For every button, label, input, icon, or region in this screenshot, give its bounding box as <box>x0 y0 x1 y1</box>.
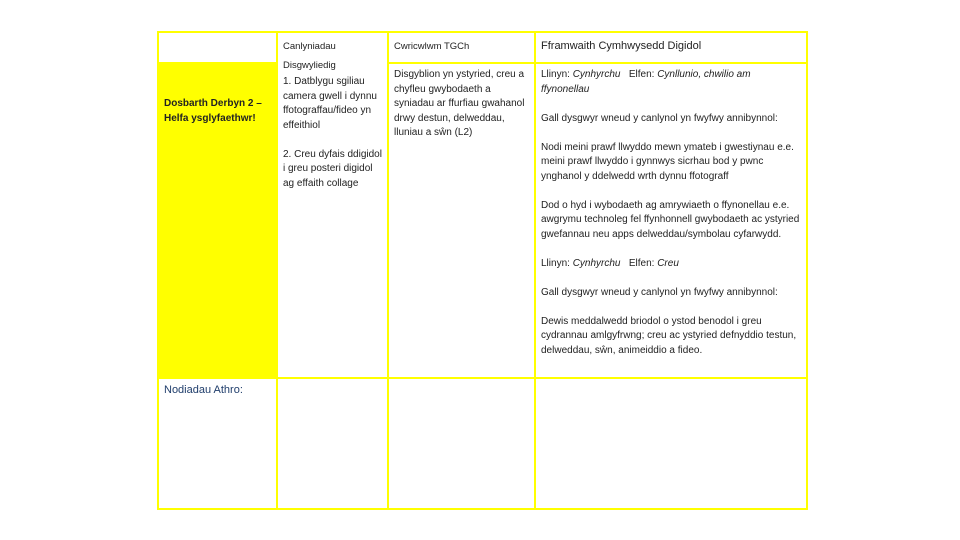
element-1-label: Elfen: <box>628 69 655 80</box>
strand-2-value: Cynhyrchu <box>572 257 621 269</box>
notes-empty-cell-3 <box>388 378 535 509</box>
class-title-line-2: Helfa ysglyfaethwr! <box>164 112 256 124</box>
framework-header-cell <box>535 32 807 63</box>
framework-intro-2: Gall dysgwyr wneud y canlynol yn fwyfwy annibynnol: <box>541 286 778 298</box>
class-title <box>164 97 271 126</box>
curriculum-text: Disgyblion yn ystyried, creu a chyfleu gwybodaeth a syniadau ar ffurfiau gwahanol drwy destun, delweddau, lluniau a sŵn (L2) <box>394 69 525 138</box>
strand-1 <box>541 68 801 97</box>
notes-empty-cell-2 <box>277 378 388 509</box>
teacher-notes-cell <box>158 378 277 509</box>
header-row <box>158 32 807 63</box>
curriculum-title: Cwricwlwm TGCh <box>394 41 470 52</box>
outcomes-title: Canlyniadau <box>283 41 336 52</box>
framework-intro-1: Gall dysgwyr wneud y canlynol yn fwyfwy annibynnol: <box>541 112 778 124</box>
element-1-value: Cynllunio, chwilio am ffynonellau <box>541 69 751 95</box>
lesson-plan-table <box>157 31 808 510</box>
element-2-value: Creu <box>657 257 679 269</box>
outcomes-cell <box>277 32 388 378</box>
teacher-notes-label: Nodiadau Athro: <box>164 384 243 396</box>
framework-para-1: Nodi meini prawf llwyddo mewn ymateb i gwestiynau e.e. meini prawf llwyddo i gynnwys sicrhau bod y pwnc ynghanol y ddelwedd wrth dynnu ffotograff <box>541 141 794 182</box>
strand-1-label: Llinyn: <box>541 69 570 80</box>
element-2-label: Elfen: <box>628 257 655 269</box>
strand-2 <box>541 257 801 272</box>
curriculum-header-cell <box>388 32 535 63</box>
notes-row <box>158 378 807 509</box>
strand-2-label: Llinyn: <box>541 257 570 269</box>
framework-cell <box>535 63 807 378</box>
outcome-item-1: 1. Datblygu sgiliau camera gwell i dynnu ffotograffau/fideo yn effeithiol <box>283 76 377 131</box>
class-title-line-1: Dosbarth Derbyn 2 – <box>164 98 262 109</box>
class-cell <box>158 63 277 378</box>
content-row <box>158 63 807 378</box>
curriculum-cell <box>388 63 535 378</box>
framework-para-2: Dod o hyd i wybodaeth ag amrywiaeth o ffynonellau e.e. awgrymu technoleg fel ffynhonnell gwybodaeth ac ystyried gwefannau neu apps delweddau/symbolau cyfarwydd. <box>541 199 800 240</box>
header-empty-cell <box>158 32 277 63</box>
framework-para-3: Dewis meddalwedd briodol o ystod benodol i greu cydrannau amlgyfrwng; creu ac ystyried defnyddio testun, delweddau, sŵn, animeiddio a fideo. <box>541 315 797 356</box>
outcome-item-2: 2. Creu dyfais ddigidol i greu posteri digidol ag effaith collage <box>283 148 382 189</box>
framework-title: Fframwaith Cymhwysedd Digidol <box>541 40 702 52</box>
strand-1-value: Cynhyrchu <box>572 69 621 80</box>
outcomes-subtitle: Disgwyliedig <box>283 60 336 71</box>
notes-empty-cell-4 <box>535 378 807 509</box>
